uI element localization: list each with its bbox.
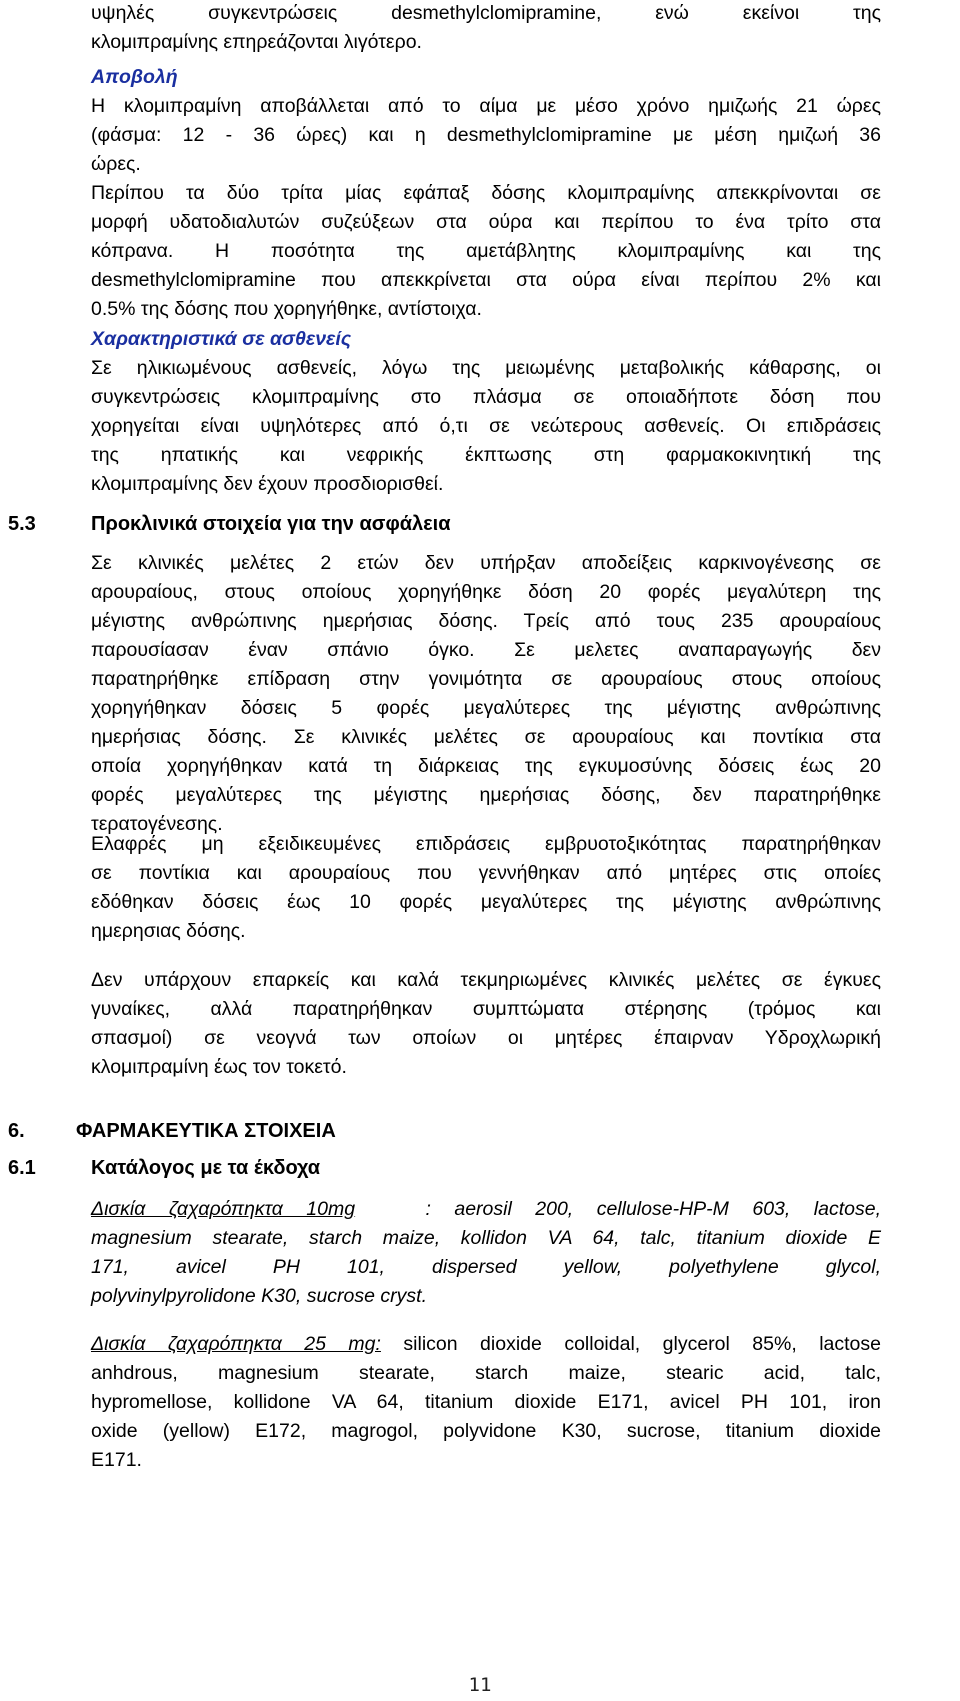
text-line: υψηλές συγκεντρώσεις desmethylclomipramine, ενώ εκείνοι της [91, 2, 881, 24]
section-6-1-heading [8, 1154, 888, 1183]
text-line: ημερησιας δόσης. [91, 920, 246, 942]
text-line: σπασμοί) σε νεογνά των οποίων οι μητέρες έπαιρναν Υδροχλωρική [91, 1027, 881, 1049]
text-line: ημερήσιας δόσης. Σε κλινικές μελέτες σε αρουραίους και ποντίκια στα [91, 726, 881, 748]
section-number: 5.3 [8, 513, 36, 535]
text-line: Σε κλινικές μελέτες 2 ετών δεν υπήρξαν αποδείξεις καρκινογένεσης σε [91, 552, 881, 574]
text-line: γυναίκες, αλλά παρατηρήθηκαν συμπτώματα στέρησης (τρόμος και [91, 998, 881, 1020]
text-line: 171, avicel PH 101, dispersed yellow, polyethylene glycol, [91, 1256, 881, 1278]
text-line: μορφή υδατοδιαλυτών συζεύξεων στα ούρα και περίπου το ένα τρίτο στα [91, 211, 881, 233]
excipients-10mg [91, 1195, 881, 1311]
text-line: χορηγείται είναι υψηλότερες από ό,τι σε νεώτερους ασθενείς. Οι επιδράσεις [91, 415, 881, 437]
text-line: desmethylclomipramine που απεκκρίνεται στα ούρα είναι περίπου 2% και [91, 269, 881, 291]
section-6-heading [8, 1117, 888, 1146]
text-line: κλομιπραμίνης επηρεάζονται λιγότερο. [91, 31, 422, 53]
text-line: 0.5% της δόσης που χορηγήθηκε, αντίστοιχα. [91, 298, 482, 320]
text-line: Δεν υπάρχουν επαρκείς και καλά τεκμηριωμένες κλινικές μελέτες σε έγκυες [91, 969, 881, 991]
patient-characteristics-section [91, 325, 881, 499]
section-title: Κατάλογος με τα έκδοχα [91, 1157, 321, 1179]
elimination-section [91, 63, 881, 324]
text-line: κλομιπραμίνης δεν έχουν προσδιορισθεί. [91, 473, 444, 495]
text-line: παρουσίασαν έναν σπάνιο όγκο. Σε μελετες αναπαραγωγής δεν [91, 639, 881, 661]
section-title: ΦΑΡΜΑΚΕΥΤΙΚΑ ΣΤΟΙΧΕΙΑ [76, 1120, 336, 1142]
text-line: oxide (yellow) E172, magrogol, polyvidone K30, sucrose, titanium dioxide [91, 1420, 881, 1442]
text-segment: silicon dioxide colloidal, glycerol 85%, lactose [380, 1333, 882, 1355]
intro-paragraph [91, 0, 881, 57]
preclinical-paragraph-1 [91, 549, 881, 839]
text-line: polyvinylpyrolidone K30, sucrose cryst. [91, 1285, 427, 1307]
text-line: εδόθηκαν δόσεις έως 10 φορές μεγαλύτερες της μέγιστης ανθρώπινης [91, 891, 881, 913]
text-line: παρατηρήθηκε επίδραση στην γονιμότητα σε αρουραίους στους οποίους [91, 668, 881, 690]
text-line [91, 1330, 881, 1359]
text-line: ώρες. [91, 153, 141, 175]
text-line: φορές μεγαλύτερες της μέγιστης ημερήσιας δόσης, δεν παρατηρήθηκε [91, 784, 881, 806]
text-line: χορηγήθηκαν δόσεις 5 φορές μεγαλύτερες της μέγιστης ανθρώπινης [91, 697, 881, 719]
text-line: μέγιστης ανθρώπινης ημερήσιας δόσης. Τρείς από τους 235 αρουραίους [91, 610, 881, 632]
tablet-10mg-label: Δισκία ζαχαρόπηκτα 10mg [91, 1198, 356, 1220]
text-line [91, 1195, 881, 1224]
text-line: αρουραίους, στους οποίους χορηγήθηκε δόση 20 φορές μεγαλύτερη της [91, 581, 881, 603]
text-line: κλομιπραμίνη έως τον τοκετό. [91, 1056, 347, 1078]
text-line: τερατογένεσης. [91, 813, 223, 835]
text-line: Η κλομιπραμίνη αποβάλλεται από το αίμα με μέσο χρόνο ημιζωής 21 ώρες [91, 95, 881, 117]
text-line: magnesium stearate, starch maize, kollidon VA 64, talc, titanium dioxide E [91, 1227, 881, 1249]
text-line: E171. [91, 1449, 142, 1471]
text-line: Ελαφρές μη εξειδικευμένες επιδράσεις εμβρυοτοξικότητας παρατηρήθηκαν [91, 833, 881, 855]
section-number: 6. [8, 1120, 25, 1142]
text-line: σε ποντίκια και αρουραίους που γεννήθηκαν από μητέρες στις οποίες [91, 862, 881, 884]
page-number: 11 [468, 1674, 492, 1696]
text-line: Σε ηλικιωμένους ασθενείς, λόγω της μειωμένης μεταβολικής κάθαρσης, οι [91, 357, 881, 379]
section-title: Προκλινικά στοιχεία για την ασφάλεια [91, 513, 451, 535]
elimination-heading: Αποβολή [91, 66, 178, 88]
text-line: (φάσμα: 12 - 36 ώρες) και η desmethylclomipramine με μέση ημιζωή 36 [91, 124, 881, 146]
text-line: κόπρανα. Η ποσότητα της αμετάβλητης κλομιπραμίνης και της [91, 240, 881, 262]
text-line: συγκεντρώσεις κλομιπραμίνης στο πλάσμα σε οποιαδήποτε δόση που [91, 386, 881, 408]
tablet-25mg-label: Δισκία ζαχαρόπηκτα 25 mg: [91, 1333, 381, 1355]
section-number: 6.1 [8, 1157, 36, 1179]
text-line: anhdrous, magnesium stearate, starch maize, stearic acid, talc, [91, 1362, 881, 1384]
text-line: hypromellose, kollidone VA 64, titanium dioxide E171, avicel PH 101, iron [91, 1391, 881, 1413]
text-line: οποία χορηγήθηκαν κατά τη διάρκειας της εγκυμοσύνης δόσεις έως 20 [91, 755, 881, 777]
preclinical-paragraph-2 [91, 830, 881, 946]
excipients-25mg [91, 1330, 881, 1475]
section-5-3-heading [8, 510, 888, 539]
text-segment: : aerosil 200, cellulose-HP-M 603, lactose, [425, 1198, 881, 1220]
patient-characteristics-heading: Χαρακτηριστικά σε ασθενείς [91, 328, 352, 350]
preclinical-paragraph-3 [91, 966, 881, 1082]
text-line: της ηπατικής και νεφρικής έκπτωσης στη φαρμακοκινητική της [91, 444, 881, 466]
text-line: Περίπου τα δύο τρίτα μίας εφάπαξ δόσης κλομιπραμίνης απεκκρίνονται σε [91, 182, 881, 204]
